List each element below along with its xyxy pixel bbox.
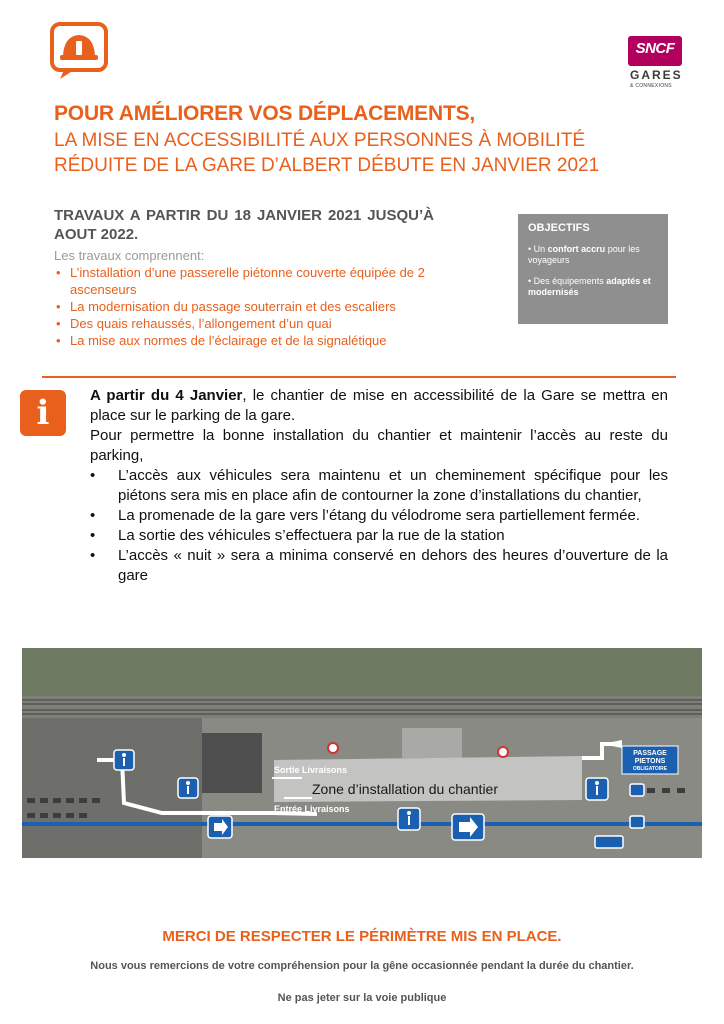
sign-line2: PIETONS (634, 758, 666, 765)
section-divider (42, 376, 676, 378)
info-list-item: • L’accès aux véhicules sera maintenu et un cheminement spécifique pour les piétons sera mis en place afin de contourner la zone d’installations du chantier, (90, 466, 668, 506)
travaux-item: • L’installation d’une passerelle piétonne couverte équipée de 2 ascenseurs (54, 264, 464, 298)
objectifs-item: • Des équipements adaptés et modernisés (528, 276, 651, 297)
entree-livraisons-label: Entrée Livraisons (274, 804, 350, 814)
remerciements-text: Nous vous remercions de votre compréhension pour la gêne occasionnée pendant la durée du chantier. (90, 960, 634, 972)
merci-banner: MERCI DE RESPECTER LE PÉRIMÈTRE MIS EN PLACE. (162, 928, 562, 945)
info-list-item: • La sortie des véhicules s’effectuera par la rue de la station (90, 526, 668, 546)
travaux-intro: Les travaux comprennent: (54, 248, 205, 263)
page-subtitle-line2: RÉDUITE DE LA GARE D’ALBERT DÉBUTE EN JANVIER 2021 (54, 155, 600, 176)
objectifs-title: OBJECTIFS (528, 222, 590, 234)
info-list-item: • L’accès « nuit » sera a minima conservé en dehors des heures d’ouverture de la gare (90, 546, 668, 586)
info-list-item: • La promenade de la gare vers l’étang du vélodrome sera partiellement fermée. (90, 506, 668, 526)
sign-line3: OBLIGATOIRE (632, 766, 668, 772)
travaux-list (54, 264, 464, 349)
sortie-livraisons-label: Sortie Livraisons (274, 765, 348, 775)
travaux-item: • La mise aux normes de l’éclairage et de la signalétique (54, 332, 464, 349)
objectifs-box (518, 214, 668, 324)
aerial-site-map (22, 648, 702, 858)
travaux-item: • Des quais rehaussés, l’allongement d’un quai (54, 315, 464, 332)
page-title: POUR AMÉLIORER VOS DÉPLACEMENTS, (54, 102, 476, 125)
gares-logo-subtext: & CONNEXIONS (630, 83, 672, 89)
objectifs-item: • Un confort accru pour les voyageurs (528, 244, 640, 265)
worker-helmet-info-icon (50, 22, 108, 80)
sncf-logo-text: SNCF (635, 40, 675, 57)
ne-pas-jeter-text: Ne pas jeter sur la voie publique (277, 992, 447, 1004)
info-section (90, 386, 668, 586)
info-paragraph: A partir du 4 Janvier, le chantier de mise en accessibilité de la Gare se mettra en place sur le parking de la gare. (90, 387, 668, 424)
sign-line1: PASSAGE (633, 750, 667, 757)
info-list (90, 466, 668, 586)
info-paragraph: Pour permettre la bonne installation du chantier et maintenir l’accès au reste du parking, (90, 427, 668, 464)
sncf-gares-logo (620, 36, 698, 96)
zone-chantier-label: Zone d’installation du chantier (312, 781, 499, 797)
gares-logo-text: GARES (630, 68, 683, 82)
info-icon: i (20, 390, 66, 436)
travaux-item: • La modernisation du passage souterrain et des escaliers (54, 298, 464, 315)
travaux-heading: TRAVAUX A PARTIR DU 18 JANVIER 2021 JUSQU’À AOUT 2022. (54, 207, 434, 243)
page-subtitle-line1: LA MISE EN ACCESSIBILITÉ AUX PERSONNES À MOBILITÉ (54, 130, 586, 151)
